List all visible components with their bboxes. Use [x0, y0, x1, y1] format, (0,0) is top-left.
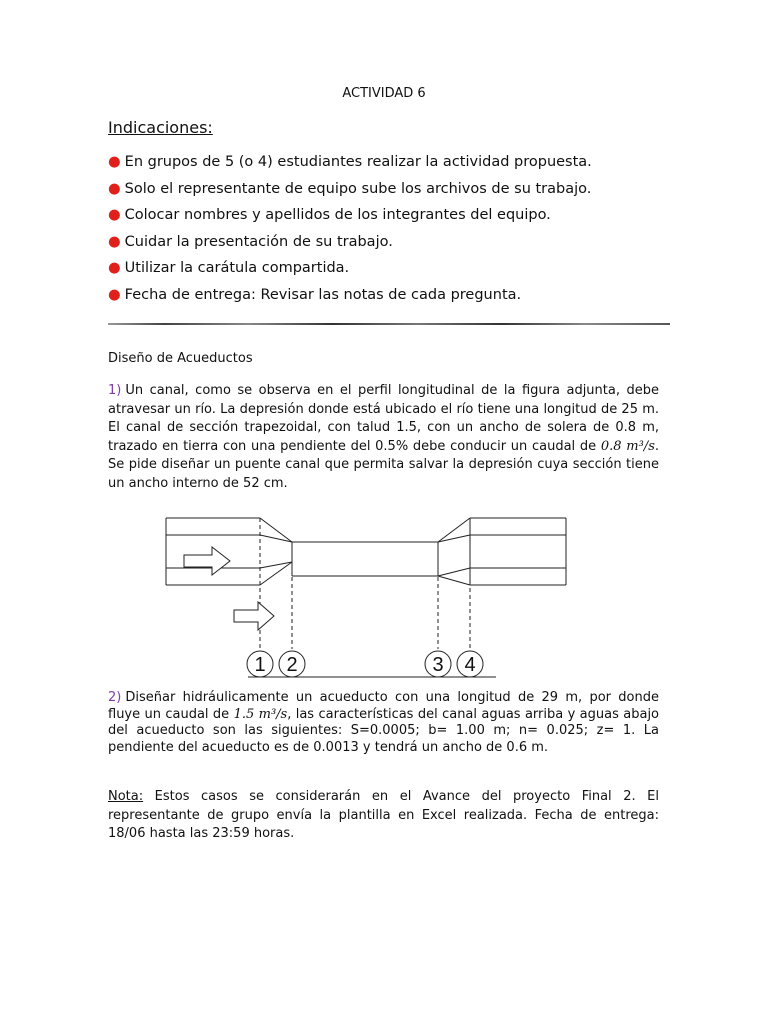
instruction-text: Utilizar la carátula compartida. — [124, 260, 350, 277]
bullet-icon: ● — [108, 207, 121, 224]
bullet-icon: ● — [108, 180, 121, 197]
instruction-text: Fecha de entrega: Revisar las notas de cada pregunta. — [124, 286, 522, 303]
instruction-text: En grupos de 5 (o 4) estudiantes realizar la actividad propuesta. — [124, 154, 592, 170]
bullet-icon: ● — [108, 260, 121, 277]
activity-title: ACTIVIDAD 6 — [342, 86, 426, 101]
problem-2 — [108, 690, 659, 756]
instruction-item — [108, 258, 592, 285]
flow-arrow-icon — [184, 547, 230, 575]
problem-number: 1) — [108, 383, 122, 398]
section-label-1: 1 — [254, 654, 266, 676]
problem-number: 2) — [108, 690, 122, 705]
flow-arrow-icon — [234, 602, 274, 630]
instruction-item — [108, 205, 592, 232]
horizontal-divider — [108, 323, 670, 325]
problem-text: Diseñar hidráulicamente un acueducto con una longitud de 29 m, por donde fluye un caudal de — [108, 690, 659, 722]
problem-text: . Se pide diseñar un puente canal que permita salvar la depresión cuya sección tiene un ancho interno de 52 cm. — [108, 438, 660, 491]
problem-text: Un canal, como se observa en el perfil longitudinal de la figura adjunta, debe atravesar un río. La depresión donde está ubicado el río tiene una longitud de 25 m. El canal de sección trapezoidal, con talud 1.5, con un ancho de solera de 0.8 m, trazado en tierra con una pendiente del 0.5% debe conducir un caudal de — [108, 383, 659, 454]
instruction-item — [108, 152, 592, 179]
instructions-list — [108, 152, 592, 312]
flow-formula: 0.8 m³/s — [600, 438, 655, 454]
bullet-icon: ● — [108, 233, 121, 250]
instruction-text: Solo el representante de equipo sube los archivos de su trabajo. — [124, 180, 592, 197]
note-label: Nota: — [108, 789, 144, 804]
bullet-icon: ● — [108, 286, 121, 303]
section-label-3: 3 — [432, 654, 444, 676]
instruction-item — [108, 232, 592, 259]
aqueduct-plan-diagram — [160, 513, 570, 683]
note-paragraph — [108, 788, 659, 844]
instruction-text: Colocar nombres y apellidos de los integrantes del equipo. — [124, 207, 551, 224]
section-label-4: 4 — [464, 654, 476, 676]
instruction-item — [108, 179, 592, 206]
instruction-text: Cuidar la presentación de su trabajo. — [124, 233, 393, 250]
problem-text: , las características del canal aguas arriba y aguas abajo del acueducto son las siguientes: S=0.0005; b= 1.00 m; n= 0.025; z= 1. La pendiente del acueducto es de 0.0013 y tendrá un ancho de 0.6 m. — [108, 706, 660, 755]
problem-1 — [108, 382, 659, 494]
section-title: Diseño de Acueductos — [108, 351, 253, 366]
bullet-icon: ● — [108, 154, 121, 170]
section-label-2: 2 — [286, 654, 298, 676]
instruction-item — [108, 285, 592, 312]
flow-formula: 1.5 m³/s — [233, 706, 288, 722]
indicaciones-heading: Indicaciones: — [108, 118, 213, 137]
note-text: Estos casos se considerarán en el Avance del proyecto Final 2. El representante de grupo envía la plantilla en Excel realizada. Fecha de entrega: 18/06 hasta las 23:59 horas. — [108, 789, 659, 842]
